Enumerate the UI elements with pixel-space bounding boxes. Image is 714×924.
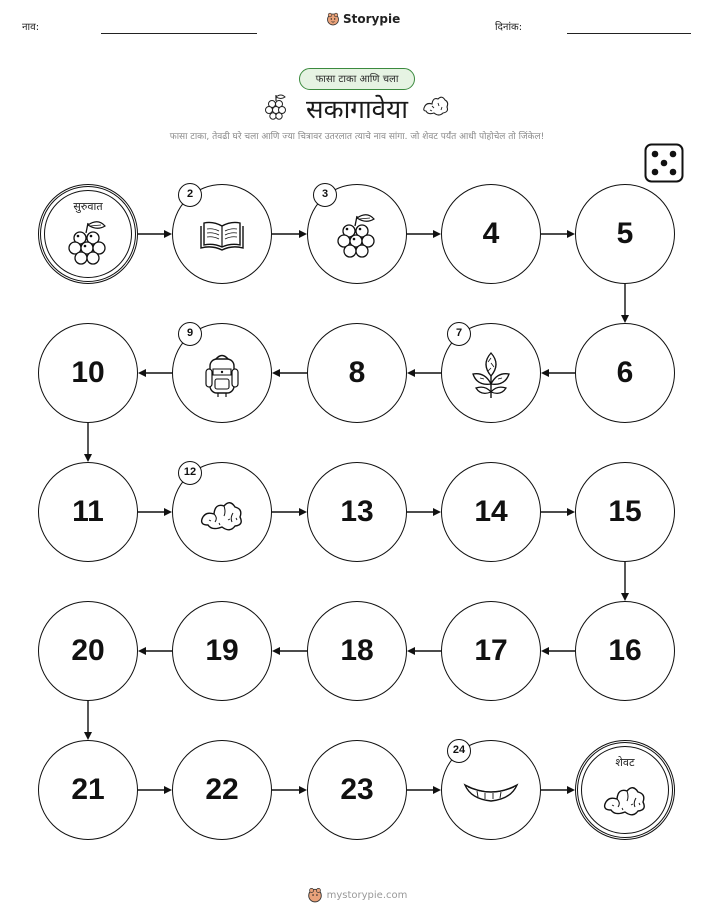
date-label: दिनांक: [495,22,523,33]
space-number: 4 [482,217,500,250]
board-space-13 [307,462,407,562]
board-space-14 [441,462,541,562]
brand-name: Storypie [343,12,401,26]
board-space-2 [172,184,272,284]
path-arrow [272,369,307,377]
board-space-10 [38,323,138,423]
finish-label: शेवट [615,756,635,769]
footer [0,887,714,903]
path-arrow [272,647,307,655]
path-arrow [84,423,92,462]
board-space-3 [307,184,407,284]
board-space-4 [441,184,541,284]
space-number: 6 [616,356,634,389]
space-number: 10 [71,356,105,389]
game-tag: फासा टाका आणि चला [299,68,415,90]
space-number: 20 [71,634,105,667]
board-space-9 [172,323,272,423]
chokecherry-icon [335,212,379,264]
board-space-12 [172,462,272,562]
space-number: 22 [205,773,239,806]
path-arrow [407,508,441,516]
space-number: 16 [608,634,642,667]
backpack-icon [202,351,242,403]
space-number: 23 [340,773,374,806]
space-number-badge: 2 [178,183,202,207]
space-number-badge: 7 [447,322,471,346]
finish-space [575,740,675,840]
path-arrow [84,701,92,740]
name-label: नाव: [22,22,40,33]
space-number-badge: 9 [178,322,202,346]
ginger-root-icon [600,778,650,824]
board-space-15 [575,462,675,562]
path-arrow [407,369,441,377]
path-arrow [407,230,441,238]
open-book-icon [198,218,246,258]
path-arrow [621,562,629,601]
path-arrow [138,786,172,794]
board-space-6 [575,323,675,423]
path-arrow [541,369,575,377]
board-space-19 [172,601,272,701]
space-number: 11 [72,495,104,528]
path-arrow [541,786,575,794]
path-arrow [541,647,575,655]
path-arrow [541,230,575,238]
canoe-icon [463,779,519,809]
path-arrow [138,230,172,238]
space-number-badge: 3 [313,183,337,207]
board-space-8 [307,323,407,423]
path-arrow [621,284,629,323]
instructions: फासा टाका, तेवढी घरे चला आणि ज्या चित्रावर उतरलात त्याचे नाव सांगा. जो शेवट पर्यंत आधी पोहोचेल तो जिंकेल! [169,132,545,142]
space-number: 18 [340,634,374,667]
path-arrow [138,647,172,655]
space-number-badge: 24 [447,739,471,763]
path-arrow [541,508,575,516]
board-space-17 [441,601,541,701]
space-number: 5 [616,217,634,250]
page-title: सकागावेया [306,95,408,125]
path-arrow [138,369,172,377]
path-arrow [138,508,172,516]
path-arrow [272,230,307,238]
path-arrow [407,786,441,794]
space-number: 15 [608,495,642,528]
start-space [38,184,138,284]
leaf-plant-icon [469,350,513,404]
chokecherry-icon [66,219,110,271]
space-number-badge: 12 [178,461,202,485]
space-number: 8 [348,356,366,389]
start-label: सुरुवात [73,200,103,213]
board-space-16 [575,601,675,701]
ginger-root-icon [197,493,247,539]
board-space-21 [38,740,138,840]
space-number: 13 [340,495,374,528]
board-space-20 [38,601,138,701]
path-arrow [272,508,307,516]
path-arrow [407,647,441,655]
space-number: 14 [474,495,508,528]
board-space-5 [575,184,675,284]
board-space-11 [38,462,138,562]
board-space-24 [441,740,541,840]
space-number: 17 [474,634,508,667]
board-space-22 [172,740,272,840]
storypie-mascot-icon [307,887,323,903]
board-space-23 [307,740,407,840]
space-number: 21 [71,773,105,806]
path-arrow [272,786,307,794]
footer-url: mystorypie.com [326,889,408,901]
board-space-7 [441,323,541,423]
board-space-18 [307,601,407,701]
space-number: 19 [205,634,239,667]
